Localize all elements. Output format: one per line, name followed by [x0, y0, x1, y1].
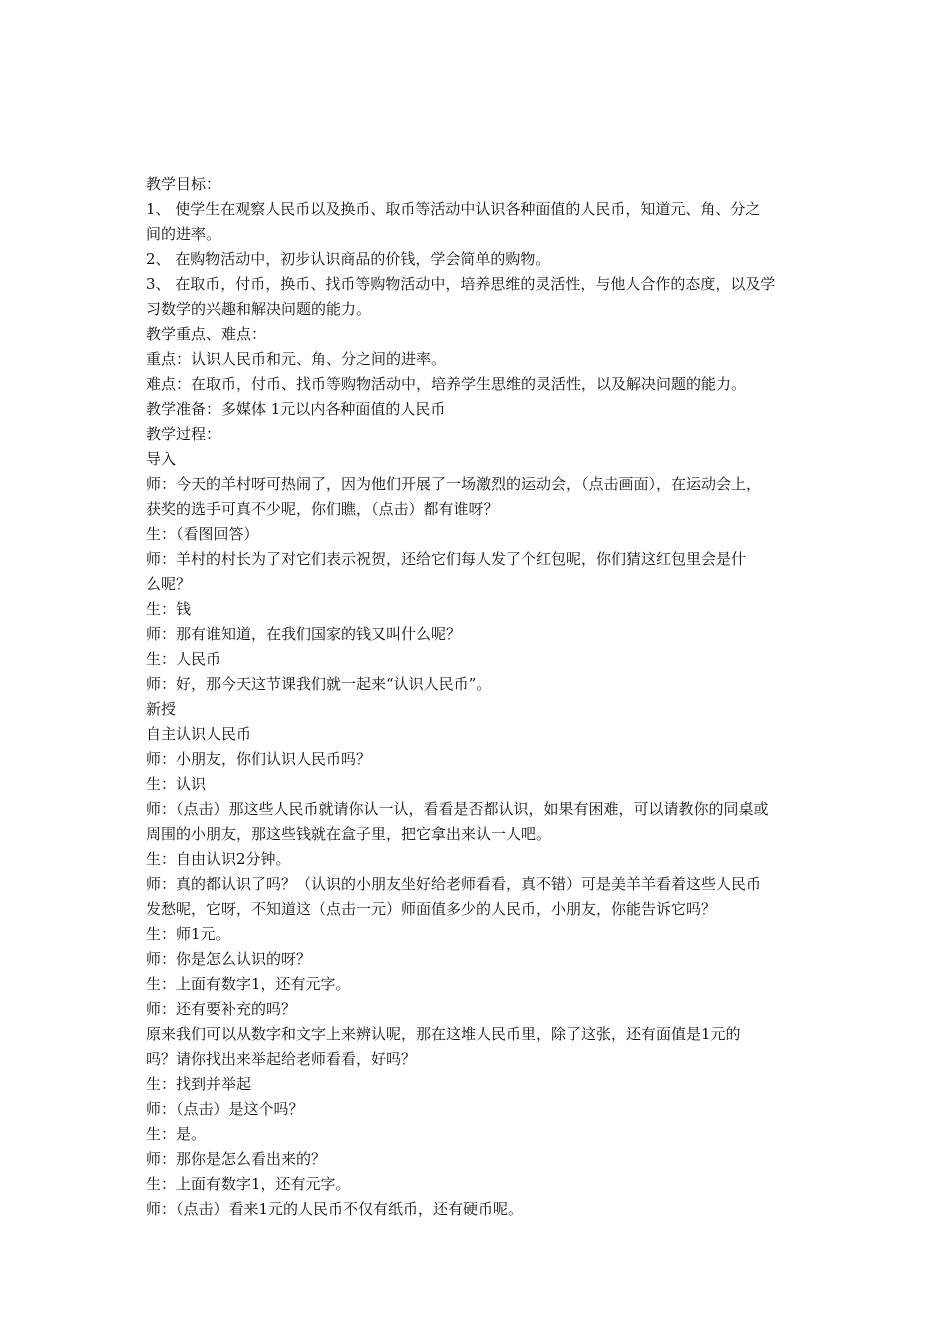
text-line: 3、 在取币，付币，换币、找币等购物活动中，培养思维的灵活性，与他人合作的态度，以及学	[146, 275, 776, 293]
text-line: 吗？请你找出来举起给老师看看，好吗？	[146, 1050, 417, 1068]
text-line: 么呢？	[146, 575, 192, 593]
text-line: 生：师1元。	[146, 925, 231, 943]
text-line: 生：自由认识2分钟。	[146, 850, 291, 868]
text-line: 师：真的都认识了吗？（认识的小朋友坐好给老师看看，真不错）可是美羊羊看着这些人民币	[146, 875, 762, 893]
text-line: 师：（点击）看来1元的人民币不仅有纸币，还有硬币呢。	[146, 1200, 524, 1218]
text-line: 师：你是怎么认识的呀？	[146, 950, 312, 968]
text-line: 师：今天的羊村呀可热闹了，因为他们开展了一场激烈的运动会，（点击画面），在运动会上，	[146, 475, 762, 493]
text-line: 教学重点、难点：	[146, 325, 267, 343]
text-line: 生：找到并举起	[146, 1075, 252, 1093]
text-line: 师：还有要补充的吗？	[146, 1000, 297, 1018]
text-line: 生：（看图回答）	[146, 525, 259, 543]
text-line: 生：认识	[146, 775, 207, 793]
text-line: 原来我们可以从数字和文字上来辨认呢，那在这堆人民币里，除了这张，还有面值是1元的	[146, 1025, 741, 1043]
text-line: 师：羊村的村长为了对它们表示祝贺，还给它们每人发了个红包呢，你们猜这红包里会是什	[146, 550, 747, 568]
text-line: 周围的小朋友，那这些钱就在盒子里，把它拿出来认一人吧。	[146, 825, 552, 843]
text-line: 师：小朋友，你们认识人民币吗？	[146, 750, 372, 768]
text-line: 习数学的兴趣和解决问题的能力。	[146, 300, 372, 318]
text-line: 师：好，那今天这节课我们就一起来“认识人民币”。	[146, 675, 492, 693]
text-line: 重点：认识人民币和元、角、分之间的进率。	[146, 350, 447, 368]
text-line: 师：那你是怎么看出来的？	[146, 1150, 327, 1168]
text-line: 获奖的选手可真不少呢，你们瞧，（点击）都有谁呀？	[146, 500, 499, 518]
text-line: 生：人民币	[146, 650, 222, 668]
text-line: 1、 使学生在观察人民币以及换币、取币等活动中认识各种面值的人民币，知道元、角、分之	[146, 200, 761, 218]
text-line: 师：（点击）那这些人民币就请你认一认，看看是否都认识，如果有困难，可以请教你的同桌或	[146, 800, 769, 818]
text-line: 教学准备：多媒体 1元以内各种面值的人民币	[146, 400, 446, 418]
text-line: 生：上面有数字1，还有元字。	[146, 1175, 351, 1193]
text-line: 新授	[146, 700, 177, 718]
text-line: 2、 在购物活动中，初步认识商品的价钱，学会简单的购物。	[146, 250, 551, 268]
text-line: 教学目标：	[146, 175, 222, 193]
text-line: 师：那有谁知道，在我们国家的钱又叫什么呢？	[146, 625, 462, 643]
text-line: 导入	[146, 450, 177, 468]
document-body	[146, 172, 810, 1222]
text-line: 生：是。	[146, 1125, 207, 1143]
text-line: 间的进率。	[146, 225, 222, 243]
text-line: 难点：在取币，付币、找币等购物活动中，培养学生思维的灵活性，以及解决问题的能力。	[146, 375, 747, 393]
text-line: 生：上面有数字1，还有元字。	[146, 975, 351, 993]
text-line: 师：（点击）是这个吗？	[146, 1100, 304, 1118]
text-line: 自主认识人民币	[146, 725, 252, 743]
text-line: 生：钱	[146, 600, 192, 618]
text-line: 发愁呢，它呀，不知道这（点击一元）师面值多少的人民币，小朋友，你能告诉它吗？	[146, 900, 717, 918]
text-line: 教学过程：	[146, 425, 222, 443]
